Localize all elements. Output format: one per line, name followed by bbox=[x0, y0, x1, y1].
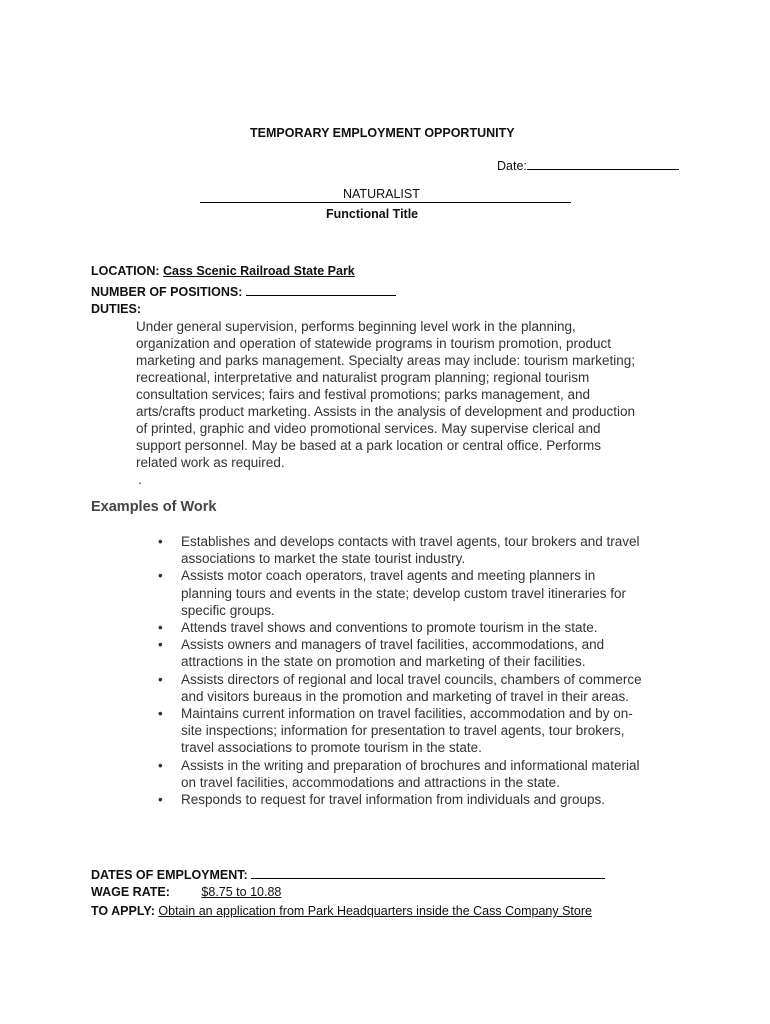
list-item-text: Assists directors of regional and local travel councils, chambers of commerce bbox=[181, 671, 642, 687]
list-item-text: on travel facilities, accommodations and attractions in the state. bbox=[181, 774, 560, 790]
wage-value bbox=[173, 885, 303, 899]
list-item-text: travel associations to promote tourism in the state. bbox=[181, 740, 482, 756]
duties-line: arts/crafts product marketing. Assists in the analysis of development and production bbox=[136, 404, 636, 419]
date-field bbox=[497, 157, 679, 173]
duties-line: support personnel. May be based at a park location or central office. Performs bbox=[136, 438, 601, 453]
bullet-icon: • bbox=[158, 534, 163, 549]
list-item-text: Assists owners and managers of travel facilities, accommodations, and bbox=[181, 637, 605, 653]
list-item bbox=[0, 567, 642, 619]
positions-label: NUMBER OF POSITIONS: bbox=[91, 285, 243, 299]
document-title: TEMPORARY EMPLOYMENT OPPORTUNITY bbox=[250, 126, 515, 140]
examples-list bbox=[0, 533, 642, 808]
location-label: LOCATION: bbox=[91, 264, 160, 278]
wage-value-text: $8.75 to 10.88 bbox=[201, 885, 282, 899]
examples-heading: Examples of Work bbox=[91, 499, 217, 515]
dates-row bbox=[91, 866, 605, 882]
duties-line: marketing and parks management. Specialty areas may include: tourism marketing; bbox=[136, 353, 635, 368]
wage-row bbox=[91, 885, 303, 899]
bullet-icon: • bbox=[158, 792, 163, 808]
duties-line: recreational, interpretative and naturalist program planning; regional tourism bbox=[136, 370, 590, 385]
apply-row bbox=[91, 904, 592, 918]
bullet-icon: • bbox=[158, 620, 163, 636]
position-title: NATURALIST bbox=[343, 187, 420, 201]
positions-row bbox=[91, 283, 396, 299]
position-title-underline bbox=[200, 202, 571, 203]
list-item bbox=[0, 757, 642, 791]
list-item-text: Establishes and develops contacts with travel agents, tour brokers and travel bbox=[181, 534, 640, 549]
list-item bbox=[0, 791, 642, 808]
bullet-icon: • bbox=[158, 637, 163, 653]
list-item bbox=[0, 619, 642, 636]
list-item-text: Responds to request for travel information from individuals and groups. bbox=[181, 792, 605, 808]
date-blank-line bbox=[527, 157, 679, 170]
list-item-text: planning tours and events in the state; develop custom travel itineraries for bbox=[181, 585, 626, 601]
apply-label: TO APPLY: bbox=[91, 904, 155, 918]
list-item-text: site inspections; information for presentation to travel agents, tour brokers, bbox=[181, 723, 625, 739]
duties-line: organization and operation of statewide programs in tourism promotion, product bbox=[136, 336, 612, 351]
duties-line: consultation services; fairs and festival promotions; parks management, and bbox=[136, 387, 590, 402]
apply-value: Obtain an application from Park Headquarters inside the Cass Company Store bbox=[158, 904, 592, 918]
list-item bbox=[0, 636, 642, 670]
list-item-text: specific groups. bbox=[181, 602, 275, 618]
list-item-text: attractions in the state on promotion and marketing of their facilities. bbox=[181, 654, 586, 670]
list-item-text: Assists motor coach operators, travel agents and meeting planners in bbox=[181, 568, 596, 584]
duties-line: Under general supervision, performs beginning level work in the planning, bbox=[136, 319, 576, 334]
list-item bbox=[0, 533, 642, 567]
list-item-text: Maintains current information on travel facilities, accommodation and by on- bbox=[181, 706, 633, 722]
duties-line: related work as required. bbox=[136, 455, 285, 470]
duties-line: of printed, graphic and video promotional services. May supervise clerical and bbox=[136, 421, 601, 436]
bullet-icon: • bbox=[158, 706, 163, 722]
list-item-text: associations to market the state tourist industry. bbox=[181, 551, 466, 567]
list-item bbox=[0, 705, 642, 757]
list-item-text: and visitors bureaus in the promotion and marketing of travel in their areas. bbox=[181, 688, 629, 704]
list-item-text: Assists in the writing and preparation of brochures and informational material bbox=[181, 757, 640, 773]
bullet-icon: • bbox=[158, 568, 163, 584]
duties-line: . bbox=[138, 472, 142, 487]
wage-label: WAGE RATE: bbox=[91, 885, 170, 899]
date-label: Date: bbox=[497, 159, 527, 173]
location-row bbox=[91, 264, 355, 278]
list-item-text: Attends travel shows and conventions to promote tourism in the state. bbox=[181, 620, 598, 636]
bullet-icon: • bbox=[158, 671, 163, 687]
functional-title-label: Functional Title bbox=[326, 207, 419, 221]
location-value: Cass Scenic Railroad State Park bbox=[163, 264, 355, 278]
duties-label: DUTIES: bbox=[91, 302, 141, 316]
bullet-icon: • bbox=[158, 757, 163, 773]
dates-label: DATES OF EMPLOYMENT: bbox=[91, 868, 248, 882]
positions-blank-line bbox=[246, 283, 396, 296]
list-item bbox=[0, 671, 642, 705]
dates-blank-line bbox=[251, 866, 605, 879]
